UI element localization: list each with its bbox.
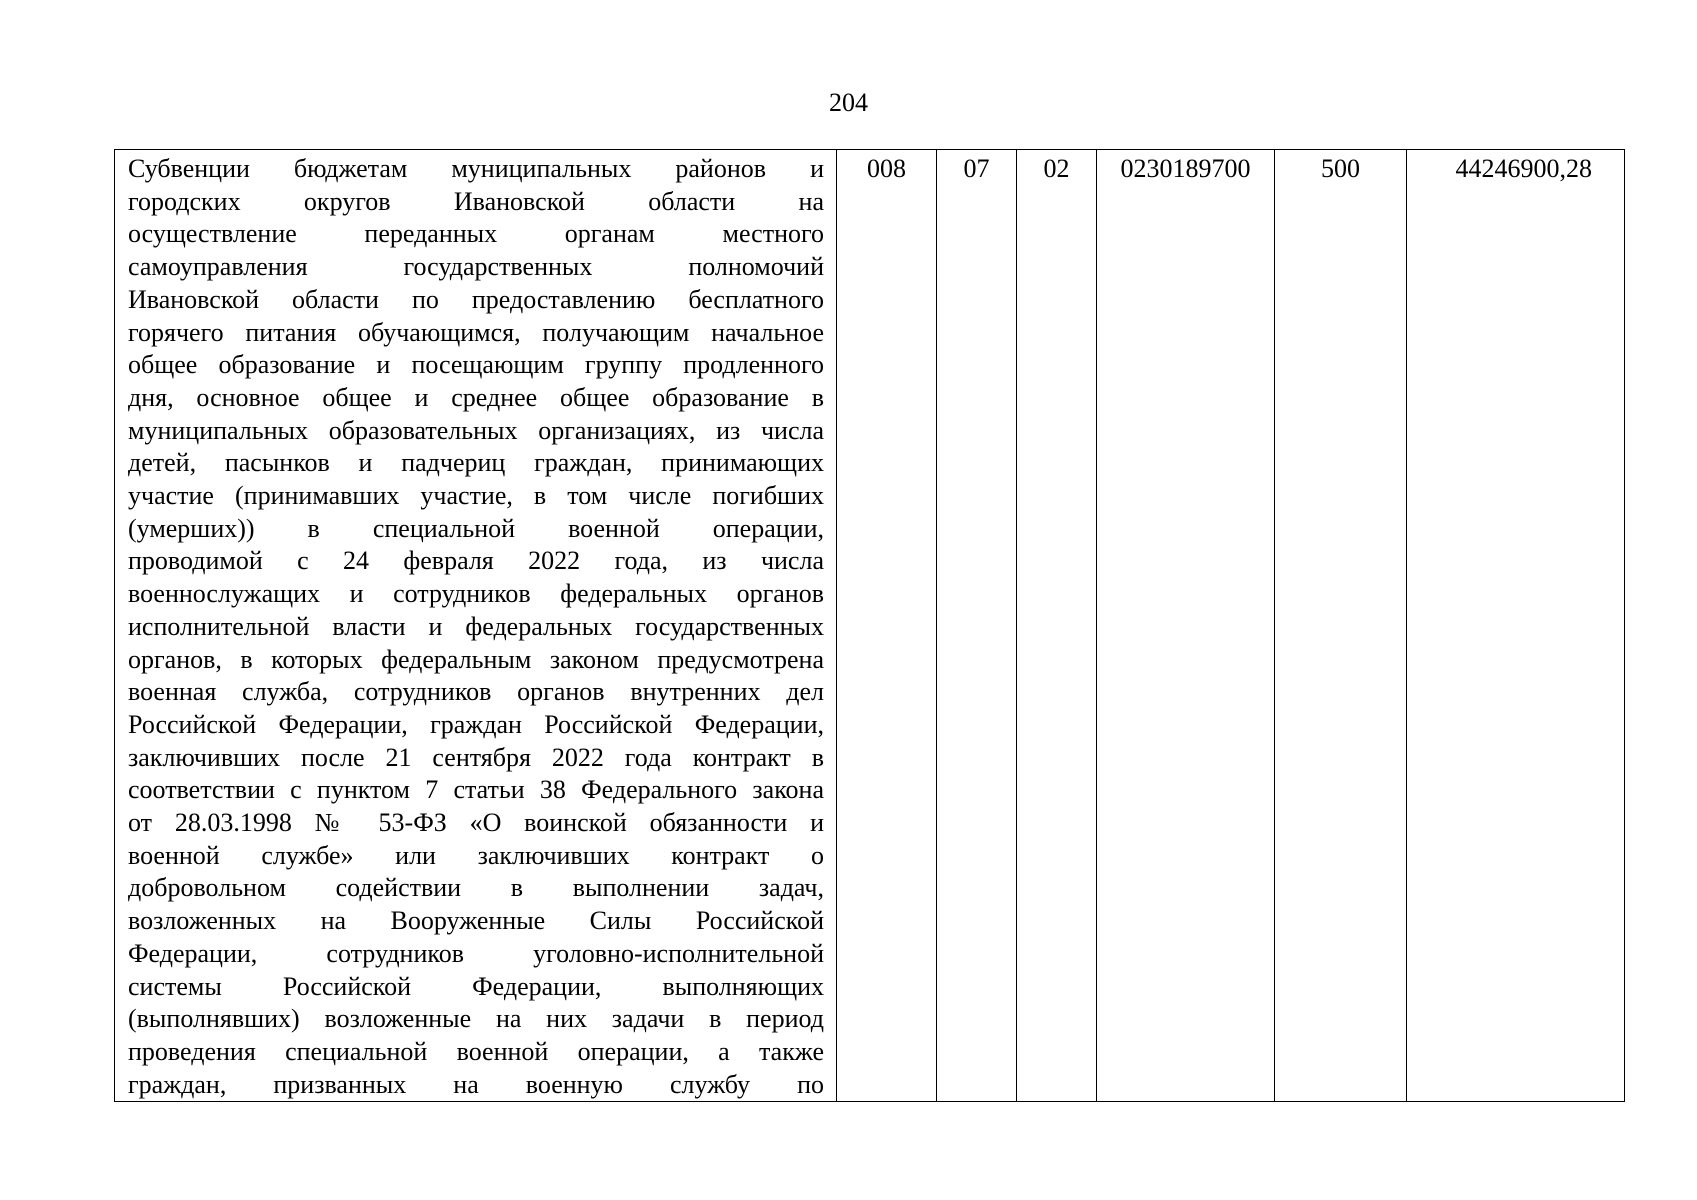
description-line: самоуправления государственных полномочий <box>128 252 824 282</box>
description-line: детей, пасынков и падчериц граждан, принимающих <box>128 448 824 478</box>
ministry-code-cell: 008 <box>837 150 937 1102</box>
description-line: граждан, призванных на военную службу по <box>128 1069 824 1099</box>
description-line: проведения специальной военной операции, а также <box>128 1036 824 1066</box>
description-line: Ивановской области по предоставлению бесплатного <box>128 284 824 314</box>
description-line: Субвенции бюджетам муниципальных районов и <box>128 154 824 183</box>
amount-cell: 44246900,28 <box>1407 150 1625 1102</box>
description-line: (выполнявших) возложенные на них задачи в период <box>128 1004 824 1034</box>
target-article-cell: 0230189700 <box>1097 150 1275 1102</box>
description-line: проводимой с 24 февраля 2022 года, из числа <box>128 546 824 576</box>
description-cell <box>115 150 837 1102</box>
description-line: Федерации, сотрудников уголовно-исполнительной <box>128 938 824 968</box>
subsection-cell: 02 <box>1017 150 1097 1102</box>
description-line: муниципальных образовательных организациях, из числа <box>128 415 824 445</box>
description-line: Российской Федерации, граждан Российской Федерации, <box>128 709 824 739</box>
description-line: системы Российской Федерации, выполняющих <box>128 971 824 1001</box>
description-line: военнослужащих и сотрудников федеральных органов <box>128 579 824 609</box>
description-line: военной службе» или заключивших контракт о <box>128 840 824 870</box>
description-text <box>128 153 824 1101</box>
description-line: осуществление переданных органам местного <box>128 219 824 249</box>
description-line: общее образование и посещающим группу продленного <box>128 350 824 380</box>
description-line: военная служба, сотрудников органов внутренних дел <box>128 677 824 707</box>
description-line: (умерших)) в специальной военной операции, <box>128 513 824 543</box>
budget-table <box>114 149 1625 1102</box>
page-number: 204 <box>829 88 868 117</box>
table-row <box>115 150 1625 1102</box>
description-line: дня, основное общее и среднее общее образование в <box>128 382 824 412</box>
description-line: горячего питания обучающимся, получающим начальное <box>128 317 824 347</box>
description-line: заключивших после 21 сентября 2022 года контракт в <box>128 742 824 772</box>
description-line: органов, в которых федеральным законом предусмотрена <box>128 644 824 674</box>
expense-type-cell: 500 <box>1275 150 1407 1102</box>
section-cell: 07 <box>937 150 1017 1102</box>
description-line: добровольном содействии в выполнении задач, <box>128 873 824 903</box>
description-line: возложенных на Вооруженные Силы Российской <box>128 906 824 936</box>
description-line: городских округов Ивановской области на <box>128 186 824 216</box>
description-line: исполнительной власти и федеральных государственных <box>128 611 824 641</box>
description-line: от 28.03.1998 № 53-ФЗ «О воинской обязанности и <box>128 808 824 838</box>
description-line: участие (принимавших участие, в том числе погибших <box>128 481 824 511</box>
description-line: соответствии с пунктом 7 статьи 38 Федерального закона <box>128 775 824 805</box>
